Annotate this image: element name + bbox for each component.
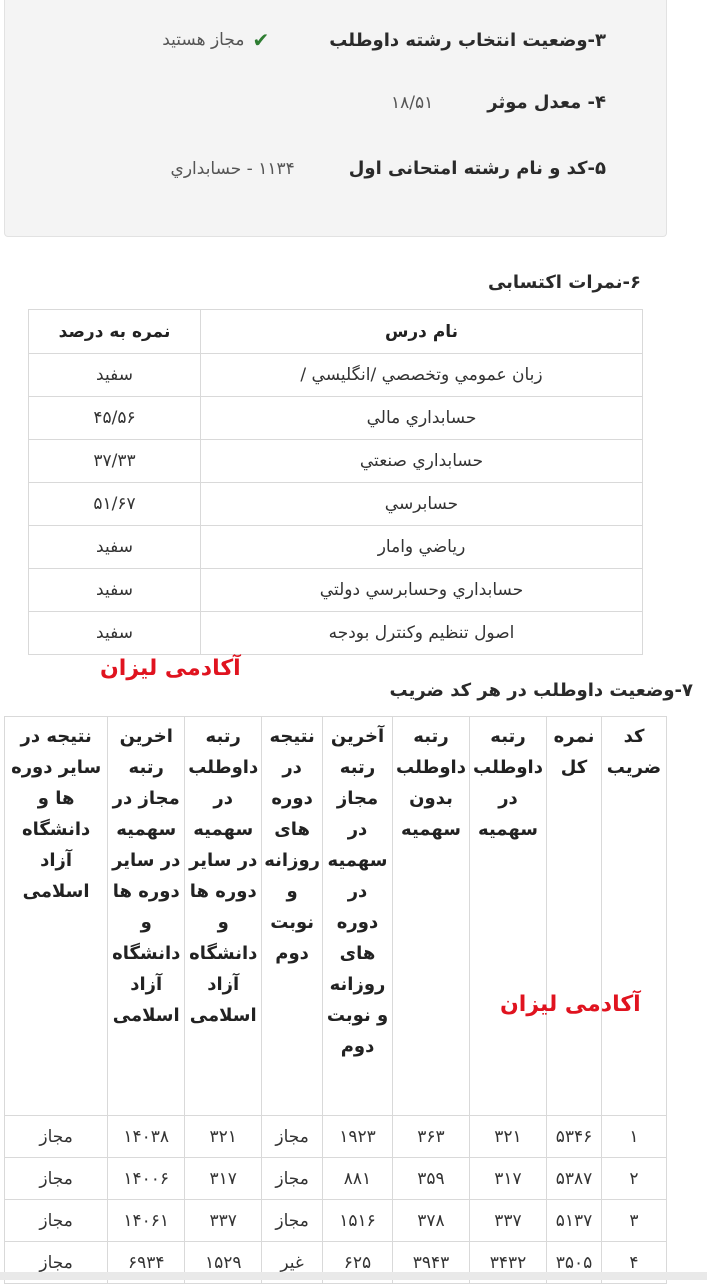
result-day-cell: مجاز (262, 1200, 323, 1242)
scores-table (28, 309, 643, 655)
last-allowed-rank-other-cell: ۱۴۰۳۸ (108, 1116, 185, 1158)
ranks-header-row (5, 717, 667, 1116)
course-name-cell: حسابداري مالي (201, 397, 643, 440)
course-name-header: نام درس (201, 310, 643, 354)
rank-other-cell: ۳۱۷ (185, 1158, 262, 1200)
rank-without-quota-cell: ۳۹۴۳ (393, 1242, 470, 1284)
last-allowed-rank-other-cell: ۱۴۰۰۶ (108, 1158, 185, 1200)
course-name-cell: حسابداري صنعتي (201, 440, 643, 483)
table-row (29, 612, 643, 655)
percent-cell: سفید (29, 569, 201, 612)
table-row (5, 1158, 667, 1200)
selection-status-value (162, 28, 269, 52)
exam-field-row (171, 158, 606, 179)
total-score-cell: ۵۳۸۷ (547, 1158, 602, 1200)
coef-code-cell: ۲ (602, 1158, 667, 1200)
result-other-cell: مجاز (5, 1158, 108, 1200)
last-allowed-rank-other-header: اخرین رتبه مجاز در سهمیه در سایر دوره ها و دانشگاه آزاد اسلامی (108, 717, 185, 1116)
table-row (29, 354, 643, 397)
result-day-cell: غیر (262, 1242, 323, 1284)
rank-other-cell: ۳۳۷ (185, 1200, 262, 1242)
last-allowed-rank-day-cell: ۱۹۲۳ (323, 1116, 393, 1158)
total-score-cell: ۵۳۴۶ (547, 1116, 602, 1158)
rank-without-quota-cell: ۳۷۸ (393, 1200, 470, 1242)
percent-cell: سفید (29, 526, 201, 569)
coef-code-cell: ۳ (602, 1200, 667, 1242)
coef-code-cell: ۴ (602, 1242, 667, 1284)
rank-in-quota-cell: ۳۱۷ (470, 1158, 547, 1200)
course-name-cell: زبان عمومي وتخصصي /انگليسي / (201, 354, 643, 397)
table-row (29, 569, 643, 612)
percent-cell: سفید (29, 354, 201, 397)
percent-cell: ۳۷/۳۳ (29, 440, 201, 483)
percent-cell: سفید (29, 612, 201, 655)
result-day-cell: مجاز (262, 1158, 323, 1200)
result-other-cell: مجاز (5, 1116, 108, 1158)
percent-header: نمره به درصد (29, 310, 201, 354)
rank-other-cell: ۳۲۱ (185, 1116, 262, 1158)
rank-in-quota-header: رتبه داوطلب در سهمیه (470, 717, 547, 1116)
gpa-value: ۱۸/۵۱ (391, 92, 434, 113)
course-name-cell: اصول تنظيم وكنترل بودجه (201, 612, 643, 655)
last-allowed-rank-other-cell: ۶۹۳۴ (108, 1242, 185, 1284)
gpa-row (391, 92, 606, 113)
rank-in-quota-cell: ۳۴۳۲ (470, 1242, 547, 1284)
coef-code-cell: ۱ (602, 1116, 667, 1158)
table-row (29, 483, 643, 526)
last-allowed-rank-day-cell: ۱۵۱۶ (323, 1200, 393, 1242)
scores-header-row (29, 310, 643, 354)
result-day-cell: مجاز (262, 1116, 323, 1158)
selection-status-text: مجاز هستید (162, 30, 245, 50)
table-row (29, 397, 643, 440)
watermark-text: آکادمی لیزان (500, 992, 641, 1017)
last-allowed-rank-day-cell: ۸۸۱ (323, 1158, 393, 1200)
exam-field-value: ۱۱۳۴ - حسابداري (170, 158, 295, 179)
percent-cell: ۴۵/۵۶ (29, 397, 201, 440)
coef-code-header: کد ضریب (602, 717, 667, 1116)
table-row (5, 1116, 667, 1158)
table-row (29, 526, 643, 569)
rank-in-quota-cell: ۳۲۱ (470, 1116, 547, 1158)
check-icon: ✔ (252, 28, 270, 52)
rank-other-header: رتبه داوطلب در سهمیه در سایر دوره ها و دانشگاه آزاد اسلامی (185, 717, 262, 1116)
rank-without-quota-cell: ۳۵۹ (393, 1158, 470, 1200)
course-name-cell: رياضي وامار (201, 526, 643, 569)
total-score-header: نمره کل (547, 717, 602, 1116)
horizontal-scrollbar[interactable] (0, 1272, 707, 1280)
selection-status-row (162, 28, 606, 52)
ranks-section-title: ۷-وضعیت داوطلب در هر کد ضریب (389, 680, 693, 701)
rank-other-cell: ۱۵۲۹ (185, 1242, 262, 1284)
rank-without-quota-header: رتبه داوطلب بدون سهمیه (393, 717, 470, 1116)
last-allowed-rank-day-header: آخرین رتبه مجاز در سهمیه در دوره های روزانه و نوبت دوم (323, 717, 393, 1116)
result-other-cell: مجاز (5, 1200, 108, 1242)
course-name-cell: حسابرسي (201, 483, 643, 526)
gpa-label: ۴- معدل موثر (487, 92, 606, 113)
total-score-cell: ۵۱۳۷ (547, 1200, 602, 1242)
watermark-text: آکادمی لیزان (100, 656, 241, 681)
selection-status-label: ۳-وضعیت انتخاب رشته داوطلب (329, 29, 606, 51)
result-day-header: نتیجه در دوره های روزانه و نوبت دوم (262, 717, 323, 1116)
exam-field-label: ۵-کد و نام رشته امتحانی اول (348, 158, 606, 179)
total-score-cell: ۳۵۰۵ (547, 1242, 602, 1284)
result-other-cell: مجاز (5, 1242, 108, 1284)
result-other-header: نتیجه در سایر دوره ها و دانشگاه آزاد اسلامی (5, 717, 108, 1116)
course-name-cell: حسابداري وحسابرسي دولتي (201, 569, 643, 612)
applicant-info-box (4, 0, 667, 237)
rank-in-quota-cell: ۳۳۷ (470, 1200, 547, 1242)
table-row (29, 440, 643, 483)
percent-cell: ۵۱/۶۷ (29, 483, 201, 526)
rank-without-quota-cell: ۳۶۳ (393, 1116, 470, 1158)
last-allowed-rank-day-cell: ۶۲۵ (323, 1242, 393, 1284)
table-row (5, 1200, 667, 1242)
last-allowed-rank-other-cell: ۱۴۰۶۱ (108, 1200, 185, 1242)
scores-section-title: ۶-نمرات اکتسابی (487, 272, 641, 293)
